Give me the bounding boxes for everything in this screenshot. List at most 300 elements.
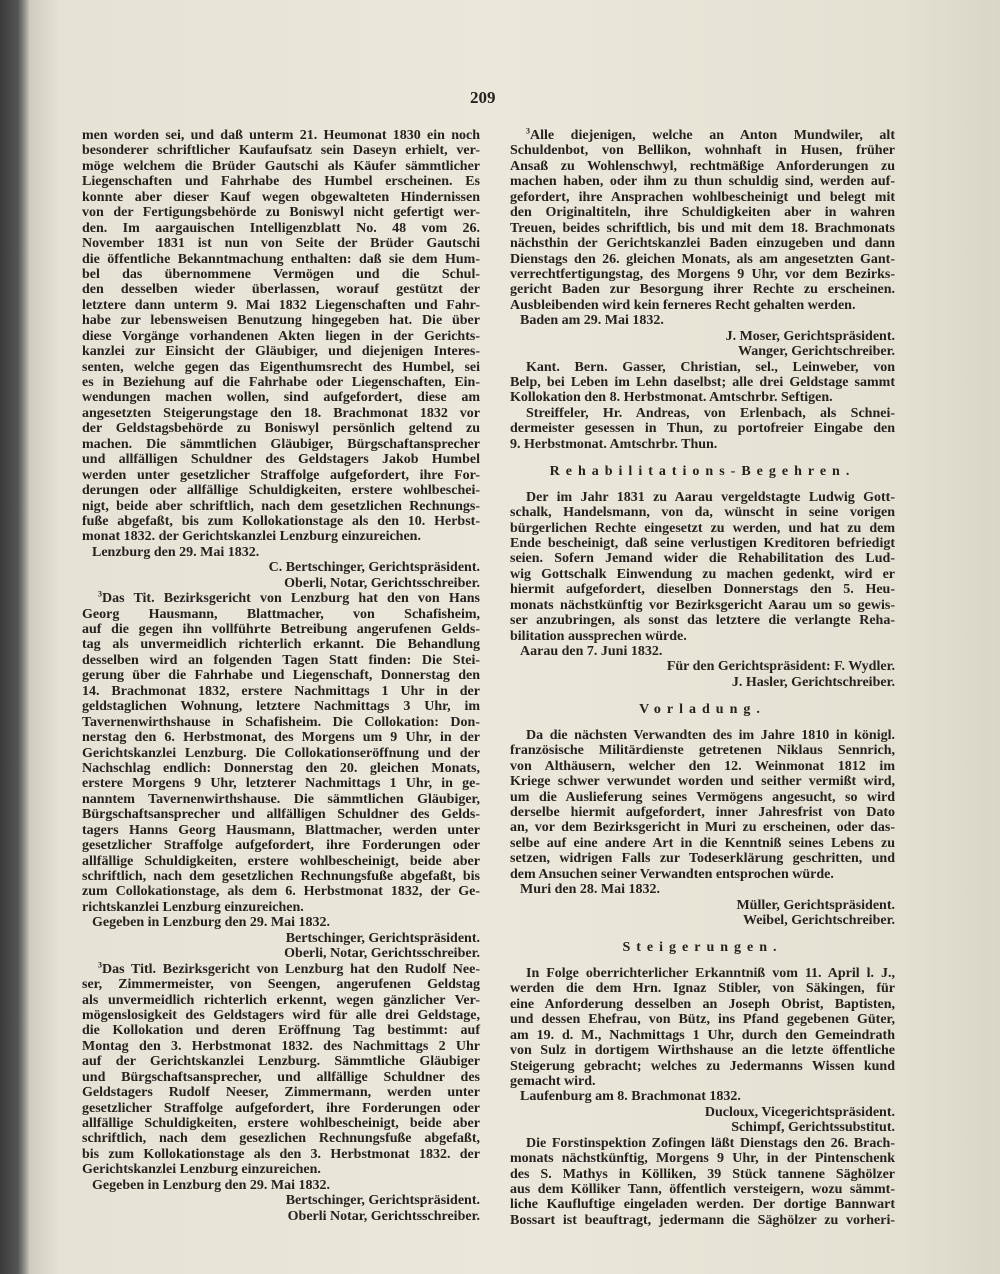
text-line: Schimpf, Gerichtssubstitut. <box>731 1120 895 1136</box>
line <box>82 854 480 869</box>
text-line: dem Ansuchen seiner Verwandten entsprochen würde. <box>510 866 834 882</box>
left-column <box>82 128 480 1224</box>
text-line: Tavernenwirthshause in Schafisheim. Die Collokation: Don- <box>82 714 480 730</box>
text-line: fuße abgefaßt, bis zum Kollokationstage als den 10. Herbst- <box>82 513 480 529</box>
text-line: Kriege schwer verwundet worden und seither vermißt wird, <box>510 774 895 790</box>
line <box>82 869 480 884</box>
text-line: Das Tit. Bezirksgericht von Lenzburg hat den von Hans <box>102 591 480 607</box>
line <box>510 313 895 328</box>
line <box>510 675 895 690</box>
text-line: bis zum Kollokationstage als den 3. Herbstmonat 1832. der <box>82 1146 480 1162</box>
text-line: werden die dem Hrn. Ignaz Stibler, von Säkingen, für <box>510 981 895 997</box>
line <box>82 823 480 838</box>
text-line: Schuldenbot, von Bellikon, wohnhaft in Husen, früher <box>510 143 895 159</box>
line <box>510 743 895 758</box>
line <box>510 805 895 820</box>
text-line: Ansaß zu Wohlenschwyl, rechtmäßige Anforderungen zu <box>510 158 895 174</box>
text-line: Gerichtskanzlei Lenzburg einzureichen. <box>82 1162 321 1178</box>
signature-block <box>82 1193 480 1224</box>
line <box>510 267 895 282</box>
section-heading <box>510 702 895 717</box>
line <box>510 360 895 375</box>
text-line: nigt, beide aber schriftlich, nach dem gesetzlichen Rechnungs- <box>82 498 480 514</box>
text-line: wendungen machen wollen, sind aufgefordert, diese am <box>82 390 480 406</box>
line <box>510 190 895 205</box>
line <box>510 551 895 566</box>
text-line: den desselben wieder überlassen, worauf gestützt der <box>82 282 480 298</box>
line <box>82 746 480 761</box>
text-line: nerstag den 6. Herbstmonat, des Morgens um 9 Uhr, in der <box>82 730 480 746</box>
text-line: ser anzubringen, als sonst das letztere die verlangte Reha- <box>510 613 895 629</box>
line <box>82 915 480 930</box>
text-line: hiermit aufgefordert, dieselben Donnerstags den 5. Heu- <box>510 582 895 598</box>
text-line: liche Kaufluftige eingeladen werden. Der dortige Bannwart <box>510 1197 895 1213</box>
text-line: selbe auf eine andere Art in die Kenntniß seines Lebens zu <box>510 835 895 851</box>
line <box>82 1101 480 1116</box>
notice-paragraph <box>510 966 895 1090</box>
text-line: Georg Hausmann, Blattmacher, von Schafisheim, <box>82 606 480 622</box>
text-line: am 19. d. M., Nachmittags 1 Uhr, durch den Gemeindrath <box>510 1027 895 1043</box>
line <box>82 1023 480 1038</box>
line <box>82 128 480 143</box>
text-line: Montag den 3. Herbstmonat 1832. des Nachmittags 2 Uhr <box>82 1038 480 1054</box>
text-line: Kant. Bern. Gasser, Christian, sel., Leinweber, von <box>526 359 895 375</box>
line <box>82 1116 480 1131</box>
text-line: 14. Brachmonat 1832, erstere Nachmittags 1 Uhr in der <box>82 683 480 699</box>
line <box>82 884 480 899</box>
text-line: gerung über die Fahrhabe und Liegenschaft, Donnerstag den <box>82 668 480 684</box>
text-line: und allfälligen Schuldner des Geldstagers Jakob Humbel <box>82 452 480 468</box>
line <box>82 1147 480 1162</box>
text-line: von der Fertigungsbehörde zu Boniswyl nicht gefertigt wer- <box>82 205 480 221</box>
line <box>510 536 895 551</box>
text-line: zum Collokationstage, als dem 6. Herbstmonat 1832, der Ge- <box>82 884 480 900</box>
line <box>82 1162 480 1177</box>
line <box>82 792 480 807</box>
line <box>510 1043 895 1058</box>
text-line: gericht Baden zur Besorgung ihrer Rechte zu erscheinen. <box>510 282 895 298</box>
line <box>82 607 480 622</box>
line <box>510 406 895 421</box>
text-line: Kollokation den 8. Herbstmonat. Amtschrbr. Seftigen. <box>510 390 833 406</box>
line <box>510 790 895 805</box>
line <box>510 598 895 613</box>
line <box>82 483 480 498</box>
line <box>82 637 480 652</box>
text-line: Muri den 28. Mai 1832. <box>520 882 660 898</box>
line <box>510 1197 895 1212</box>
line <box>510 236 895 251</box>
text-line: geldstaglichen Wohnung, letztere Nachmittags 3 Uhr, im <box>82 699 480 715</box>
line <box>82 298 480 313</box>
line <box>510 344 895 359</box>
text-line: setzen, widrigen Falls zur Todeserklärung geschritten, und <box>510 851 895 867</box>
line <box>510 836 895 851</box>
right-column <box>510 128 895 1228</box>
dateline <box>82 545 480 560</box>
text-line: französische Militärdienste getretenen Niklaus Sennrich, <box>510 743 895 759</box>
line <box>82 653 480 668</box>
text-line: Das Titl. Bezirksgericht von Lenzburg hat den Rudolf Nee- <box>102 961 480 977</box>
footnote-mark: 3 <box>98 589 102 599</box>
line <box>510 567 895 582</box>
text-line: es in Beziehung auf die Fahrhabe oder Liegenschaften, Ein- <box>82 375 480 390</box>
signature-block <box>82 931 480 962</box>
text-line: Weibel, Gerichtschreiber. <box>742 913 895 928</box>
text-line: tag als unvermeidlich richterlich erkannt. Die Behandlung <box>82 637 480 653</box>
dateline <box>82 915 480 930</box>
text-line: J. Hasler, Gerichtschreiber. <box>731 674 895 690</box>
text-line: Bürgschaftsansprecher und allfälligen Schuldner des Gelds- <box>82 807 480 823</box>
text-line: Bertschinger, Gerichtspräsident. <box>285 930 480 946</box>
line <box>82 1054 480 1069</box>
line <box>510 143 895 158</box>
heading-text: Rehabilitations-Begehren. <box>549 464 856 480</box>
text-line: den. Im aargauischen Intelligenzblatt No. 48 vom 26. <box>82 220 480 236</box>
text-line: nächsthin der Gerichtskanzlei Baden einzugeben und dann <box>510 236 895 252</box>
line <box>82 313 480 328</box>
line <box>82 360 480 375</box>
text-line: Oberli, Notar, Gerichtsschreiber. <box>284 946 480 962</box>
text-line: monats nächstkünftig, Morgens 9 Uhr, in der Pintenschenk <box>510 1151 895 1167</box>
line <box>510 820 895 835</box>
text-line: aus dem Kölliker Tann, öffentlich versteigern, wozu sämmt- <box>510 1182 895 1197</box>
text-line: auf der Gerichtskanzlei Lenzburg. Sämmtliche Gläubiger <box>82 1054 480 1070</box>
line <box>510 851 895 866</box>
line <box>510 898 895 913</box>
line <box>82 730 480 745</box>
line <box>82 1131 480 1146</box>
line <box>82 931 480 946</box>
text-line: monats nächstkünftig vor Bezirksgericht Aarau um so gewis- <box>510 597 895 613</box>
text-line: allfällige Schuldigkeiten, erstere wohlbescheinigt, beide aber <box>82 853 480 869</box>
line <box>510 174 895 189</box>
text-line: verrechtfertigungstag, des Morgens 9 Uhr, vor dem Bezirks- <box>510 266 895 282</box>
line <box>510 759 895 774</box>
line <box>510 128 895 143</box>
text-line: wig Gottschalk Einwendung zu machen gedenkt, wird er <box>510 566 895 582</box>
page-number: 209 <box>470 88 496 107</box>
line <box>510 375 895 390</box>
line <box>510 1151 895 1166</box>
text-line: und dessen Ehefrau, von Bütz, ins Pfand gegebenen Güter, <box>510 1012 895 1028</box>
text-line: Liegenschaften und Fahrhabe des Humbel erscheinen. Es <box>82 174 480 190</box>
line <box>82 529 480 544</box>
text-line: monat 1832. der Gerichtskanzlei Lenzburg einzureichen. <box>82 529 421 545</box>
line <box>82 699 480 714</box>
text-line: Nachschlag endlich: Donnerstag den 20. gleichen Monats, <box>82 760 480 776</box>
line <box>82 776 480 791</box>
line <box>82 977 480 992</box>
line <box>510 913 895 928</box>
line <box>510 1074 895 1089</box>
text-line: Ducloux, Vicegerichtspräsident. <box>704 1104 895 1120</box>
line <box>82 514 480 529</box>
text-line: November 1831 ist nun von Seite der Brüder Gautschi <box>82 236 480 252</box>
text-line: kanzlei zur Einsicht der Gläubiger, und diejenigen Interes- <box>82 344 480 360</box>
line <box>510 997 895 1012</box>
text-line: gesetzlicher Straffolge aufgefordert, ihre Forderungen oder <box>82 1100 480 1116</box>
text-line: derselbe hiermit aufgefordert, inner Jahresfrist von Dato <box>510 804 895 820</box>
text-line: allfällige Schuldigkeiten, erstere wohlbescheinigt, beide aber <box>82 1116 480 1131</box>
text-line: gefordert, ihre Ansprachen wohlbescheinigt und belegt mit <box>510 189 895 205</box>
line <box>510 981 895 996</box>
line <box>82 205 480 220</box>
text-line: Oberli, Notar, Gerichtsschreiber. <box>284 575 480 591</box>
line <box>510 159 895 174</box>
text-line: werden unter gesetzlicher Straffolge aufgefordert, ihre For- <box>82 467 480 483</box>
line <box>82 576 480 591</box>
heading-text: Steigerungen. <box>622 940 783 956</box>
line <box>510 867 895 882</box>
text-line: senten, welche gegen das Eigenthumsrecht des Humbel, sei <box>82 359 480 375</box>
line <box>510 728 895 743</box>
text-line: letztere dann unterm 9. Mai 1832 Liegenschaften und Fahr- <box>82 297 480 313</box>
text-line: seien. Sofern Jemand wider die Rehabilitation des Lud- <box>510 551 895 567</box>
text-line: der Geldstagsbehörde zu Boniswyl persönlich geltend zu <box>82 421 480 437</box>
line <box>82 1209 480 1224</box>
text-line: Bossart ist beauftragt, jedermann die Säghölzer zu vorheri- <box>510 1212 895 1228</box>
line <box>82 1039 480 1054</box>
line <box>82 622 480 637</box>
text-line: bilitation aussprechen würde. <box>510 628 687 644</box>
text-line: erstere Morgens 9 Uhr, letzterer Nachmittags 1 Uhr, in ge- <box>82 776 480 792</box>
text-line: schalk, Handelsmann, von da, wünscht in seine vorigen <box>510 505 895 521</box>
line <box>510 966 895 981</box>
signature-block <box>510 659 895 690</box>
text-line: auf die gegen ihn vollführte Betreibung angerufenen Gelds- <box>82 622 480 637</box>
line <box>510 421 895 436</box>
text-line: nanntem Tavernenwirthshause. Die sämmtlichen Gläubiger, <box>82 791 480 807</box>
text-line: 9. Herbstmonat. Amtschrbr. Thun. <box>510 436 718 452</box>
line <box>82 375 480 390</box>
line <box>510 582 895 597</box>
dateline <box>510 1089 895 1104</box>
text-line: Wanger, Gerichtschreiber. <box>738 344 895 360</box>
text-line: habe zur lebensweisen Benutzung hingegeben hat. Die über <box>82 313 480 329</box>
line <box>510 644 895 659</box>
line <box>82 437 480 452</box>
text-line: von Sulz in dortigem Wirthshause an die letzte öffentliche <box>510 1043 895 1059</box>
line <box>510 774 895 789</box>
text-line: Laufenburg am 8. Brachmonat 1832. <box>520 1089 741 1105</box>
line <box>510 221 895 236</box>
text-line: C. Bertschinger, Gerichtspräsident. <box>268 560 480 576</box>
notice-paragraph <box>510 490 895 644</box>
line <box>82 761 480 776</box>
line <box>510 1105 895 1120</box>
dateline <box>510 644 895 659</box>
line <box>510 882 895 897</box>
line <box>510 1167 895 1182</box>
text-line: angesetzten Steigerungstage den 18. Brachmonat 1832 vor <box>82 405 480 421</box>
line <box>82 236 480 251</box>
line <box>82 946 480 961</box>
notice-paragraph <box>510 728 895 882</box>
text-line: bel das übernommene Vermögen und die Schul- <box>82 266 480 282</box>
line <box>510 282 895 297</box>
line <box>82 591 480 606</box>
line <box>82 252 480 267</box>
line <box>510 521 895 536</box>
line <box>510 702 895 717</box>
text-line: Steigerung gebracht; welches zu Jedermanns Wissen kund <box>510 1058 895 1074</box>
line <box>510 613 895 628</box>
text-line: den Originaltiteln, ihre Schuldigkeiten aber in wahren <box>510 205 895 221</box>
line <box>82 1008 480 1023</box>
text-line: die öffentliche Bekanntmachung enthalten: daß sie dem Hum- <box>82 251 480 267</box>
text-line: Der im Jahr 1831 zu Aarau vergeldstagte Ludwig Gott- <box>526 489 895 505</box>
dateline <box>510 882 895 897</box>
signature-block <box>510 329 895 360</box>
text-line: Bertschinger, Gerichtspräsident. <box>285 1193 480 1209</box>
text-line: gemacht wird. <box>510 1073 596 1089</box>
line <box>510 298 895 313</box>
heading-text: Vorladung. <box>639 702 766 718</box>
text-line: des S. Mathys in Kölliken, 39 Stück tannene Säghölzer <box>510 1166 895 1182</box>
line <box>82 838 480 853</box>
text-line: Geldstagers Rudolf Neeser, Zimmermann, werden unter <box>82 1085 480 1101</box>
line <box>510 329 895 344</box>
text-line: dermeister gesessen in Thun, zu portofreier Eingabe den <box>510 421 895 437</box>
line <box>510 659 895 674</box>
section-heading <box>510 464 895 479</box>
notice-paragraph <box>510 360 895 406</box>
line <box>82 267 480 282</box>
text-line: um die Auslieferung seines Vermögens angesucht, so wird <box>510 789 895 805</box>
text-line: als unvermeidlich richterlich erkennt, wegen gänzlicher Ver- <box>82 992 480 1008</box>
text-line: die Kollokation und deren Eröffnung Tag bestimmt: auf <box>82 1023 480 1039</box>
line <box>82 159 480 174</box>
notice-paragraph <box>510 128 895 313</box>
line <box>82 1193 480 1208</box>
line <box>82 174 480 189</box>
text-line: machen. Die sämmtlichen Gläubiger, Bürgschaftansprecher <box>82 436 480 452</box>
line <box>510 1120 895 1135</box>
notice-paragraph <box>82 591 480 915</box>
text-line: möge welchem die Brüder Gautschi als Käufer sämmtlicher <box>82 158 480 174</box>
line <box>510 1028 895 1043</box>
line <box>82 993 480 1008</box>
text-line: richtskanzlei Lenzburg einzureichen. <box>82 899 304 915</box>
line <box>82 1070 480 1085</box>
line <box>510 629 895 644</box>
text-line: Gegeben in Lenzburg den 29. Mai 1832. <box>92 1177 331 1193</box>
text-line: bürgerlichen Rechte eingesetzt zu werden, und hat zu dem <box>510 520 895 536</box>
section-heading <box>510 940 895 955</box>
text-line: besonderer schriftlicher Kaufaufsatz sein Daseyn erhielt, ver- <box>82 143 480 159</box>
text-line: Baden am 29. Mai 1832. <box>520 313 664 329</box>
text-line: schriftlich, nach dem gesezlichen Rechnungsfuße abgefaßt, <box>82 1131 480 1147</box>
line <box>82 545 480 560</box>
text-line: Treuen, beides schriftlich, bis und mit dem 18. Brachmonats <box>510 220 895 236</box>
text-line: konnte aber dieser Kauf wegen obgewalteten Hindernissen <box>82 189 480 205</box>
line <box>510 252 895 267</box>
text-line: Lenzburg den 29. Mai 1832. <box>92 544 260 560</box>
text-line: schriftlich, nach dem gesetzlichen Rechnungsfuße abgefaßt, bis <box>82 869 480 884</box>
notice-paragraph <box>82 128 480 545</box>
dateline <box>510 313 895 328</box>
text-line: Streiffeler, Hr. Andreas, von Erlenbach, als Schnei- <box>526 405 895 421</box>
text-line: Belp, bei Leben im Lehn daselbst; alle drei Geldstage sammt <box>510 375 895 390</box>
text-line: desselben wird an folgenden Tagen Statt finden: Die Stei- <box>82 652 480 668</box>
text-line: und Bürgschaftsansprecher, und allfällige Schuldner des <box>82 1069 480 1085</box>
text-line: In Folge oberrichterlicher Erkanntniß vom 11. April l. J., <box>526 965 895 981</box>
text-line: machen haben, oder ihm zu thun schuldig sind, werden auf- <box>510 174 895 190</box>
text-line: Oberli Notar, Gerichtsschreiber. <box>287 1208 480 1224</box>
text-line: Ausbleibenden wird kein ferneres Recht gehalten werden. <box>510 297 856 313</box>
line <box>510 1012 895 1027</box>
notice-paragraph <box>510 406 895 452</box>
text-line: Müller, Gerichtspräsident. <box>736 897 895 913</box>
line <box>510 1089 895 1104</box>
line <box>510 390 895 405</box>
text-line: an, vor dem Bezirksgericht in Muri zu erscheinen, oder das- <box>510 820 895 836</box>
text-line: eine Anforderung desselben an Joseph Obrist, Baptisten, <box>510 996 895 1012</box>
line <box>82 390 480 405</box>
line <box>82 1085 480 1100</box>
line <box>82 684 480 699</box>
text-line: Da die nächsten Verwandten des im Jahre 1810 in königl. <box>526 727 895 743</box>
signature-block <box>82 560 480 591</box>
line <box>82 406 480 421</box>
line <box>510 1136 895 1151</box>
line <box>510 1059 895 1074</box>
line <box>82 807 480 822</box>
line <box>82 560 480 575</box>
text-line: J. Moser, Gerichtspräsident. <box>725 328 895 344</box>
line <box>510 464 895 479</box>
text-line: Alle diejenigen, welche an Anton Mundwiler, alt <box>530 128 895 143</box>
line <box>510 437 895 452</box>
line <box>82 715 480 730</box>
signature-block <box>510 1105 895 1136</box>
line <box>510 1213 895 1228</box>
text-line: men worden sei, und daß unterm 21. Heumonat 1830 ein noch <box>82 128 480 143</box>
text-line: Ende bescheinigt, daß seine verlustigen Kreditoren befriedigt <box>510 535 895 551</box>
text-line: Gegeben in Lenzburg den 29. Mai 1832. <box>92 915 331 931</box>
line <box>510 1182 895 1197</box>
dateline <box>82 1178 480 1193</box>
line <box>82 499 480 514</box>
notice-paragraph <box>82 959 480 1178</box>
line <box>82 421 480 436</box>
line <box>82 452 480 467</box>
line <box>82 1178 480 1193</box>
line <box>82 668 480 683</box>
line <box>82 221 480 236</box>
signature-block <box>510 898 895 929</box>
line <box>510 940 895 955</box>
line <box>82 143 480 158</box>
line <box>82 900 480 915</box>
text-line: Die Forstinspektion Zofingen läßt Dienstags den 26. Brach- <box>526 1135 895 1151</box>
text-line: Dienstags den 26. gleichen Monats, als am angesetzten Gant- <box>510 251 895 267</box>
line <box>82 190 480 205</box>
notice-paragraph <box>510 1136 895 1229</box>
text-line: Aarau den 7. Juni 1832. <box>520 644 663 659</box>
line <box>82 344 480 359</box>
text-line: Für den Gerichtspräsident: F. Wydler. <box>666 659 895 675</box>
text-line: mögenslosigkeit des Geldstagers wird für alle drei Geldstage, <box>82 1007 480 1023</box>
text-line: tagers Hanns Georg Hausmann, Blattmacher, werden unter <box>82 822 480 838</box>
line <box>510 205 895 220</box>
line <box>510 490 895 505</box>
text-line: diese Vorgänge vorhandenen Akten liegen in der Gerichts- <box>82 328 480 344</box>
footnote-mark: 3 <box>526 126 530 136</box>
line <box>82 959 480 977</box>
line <box>82 468 480 483</box>
